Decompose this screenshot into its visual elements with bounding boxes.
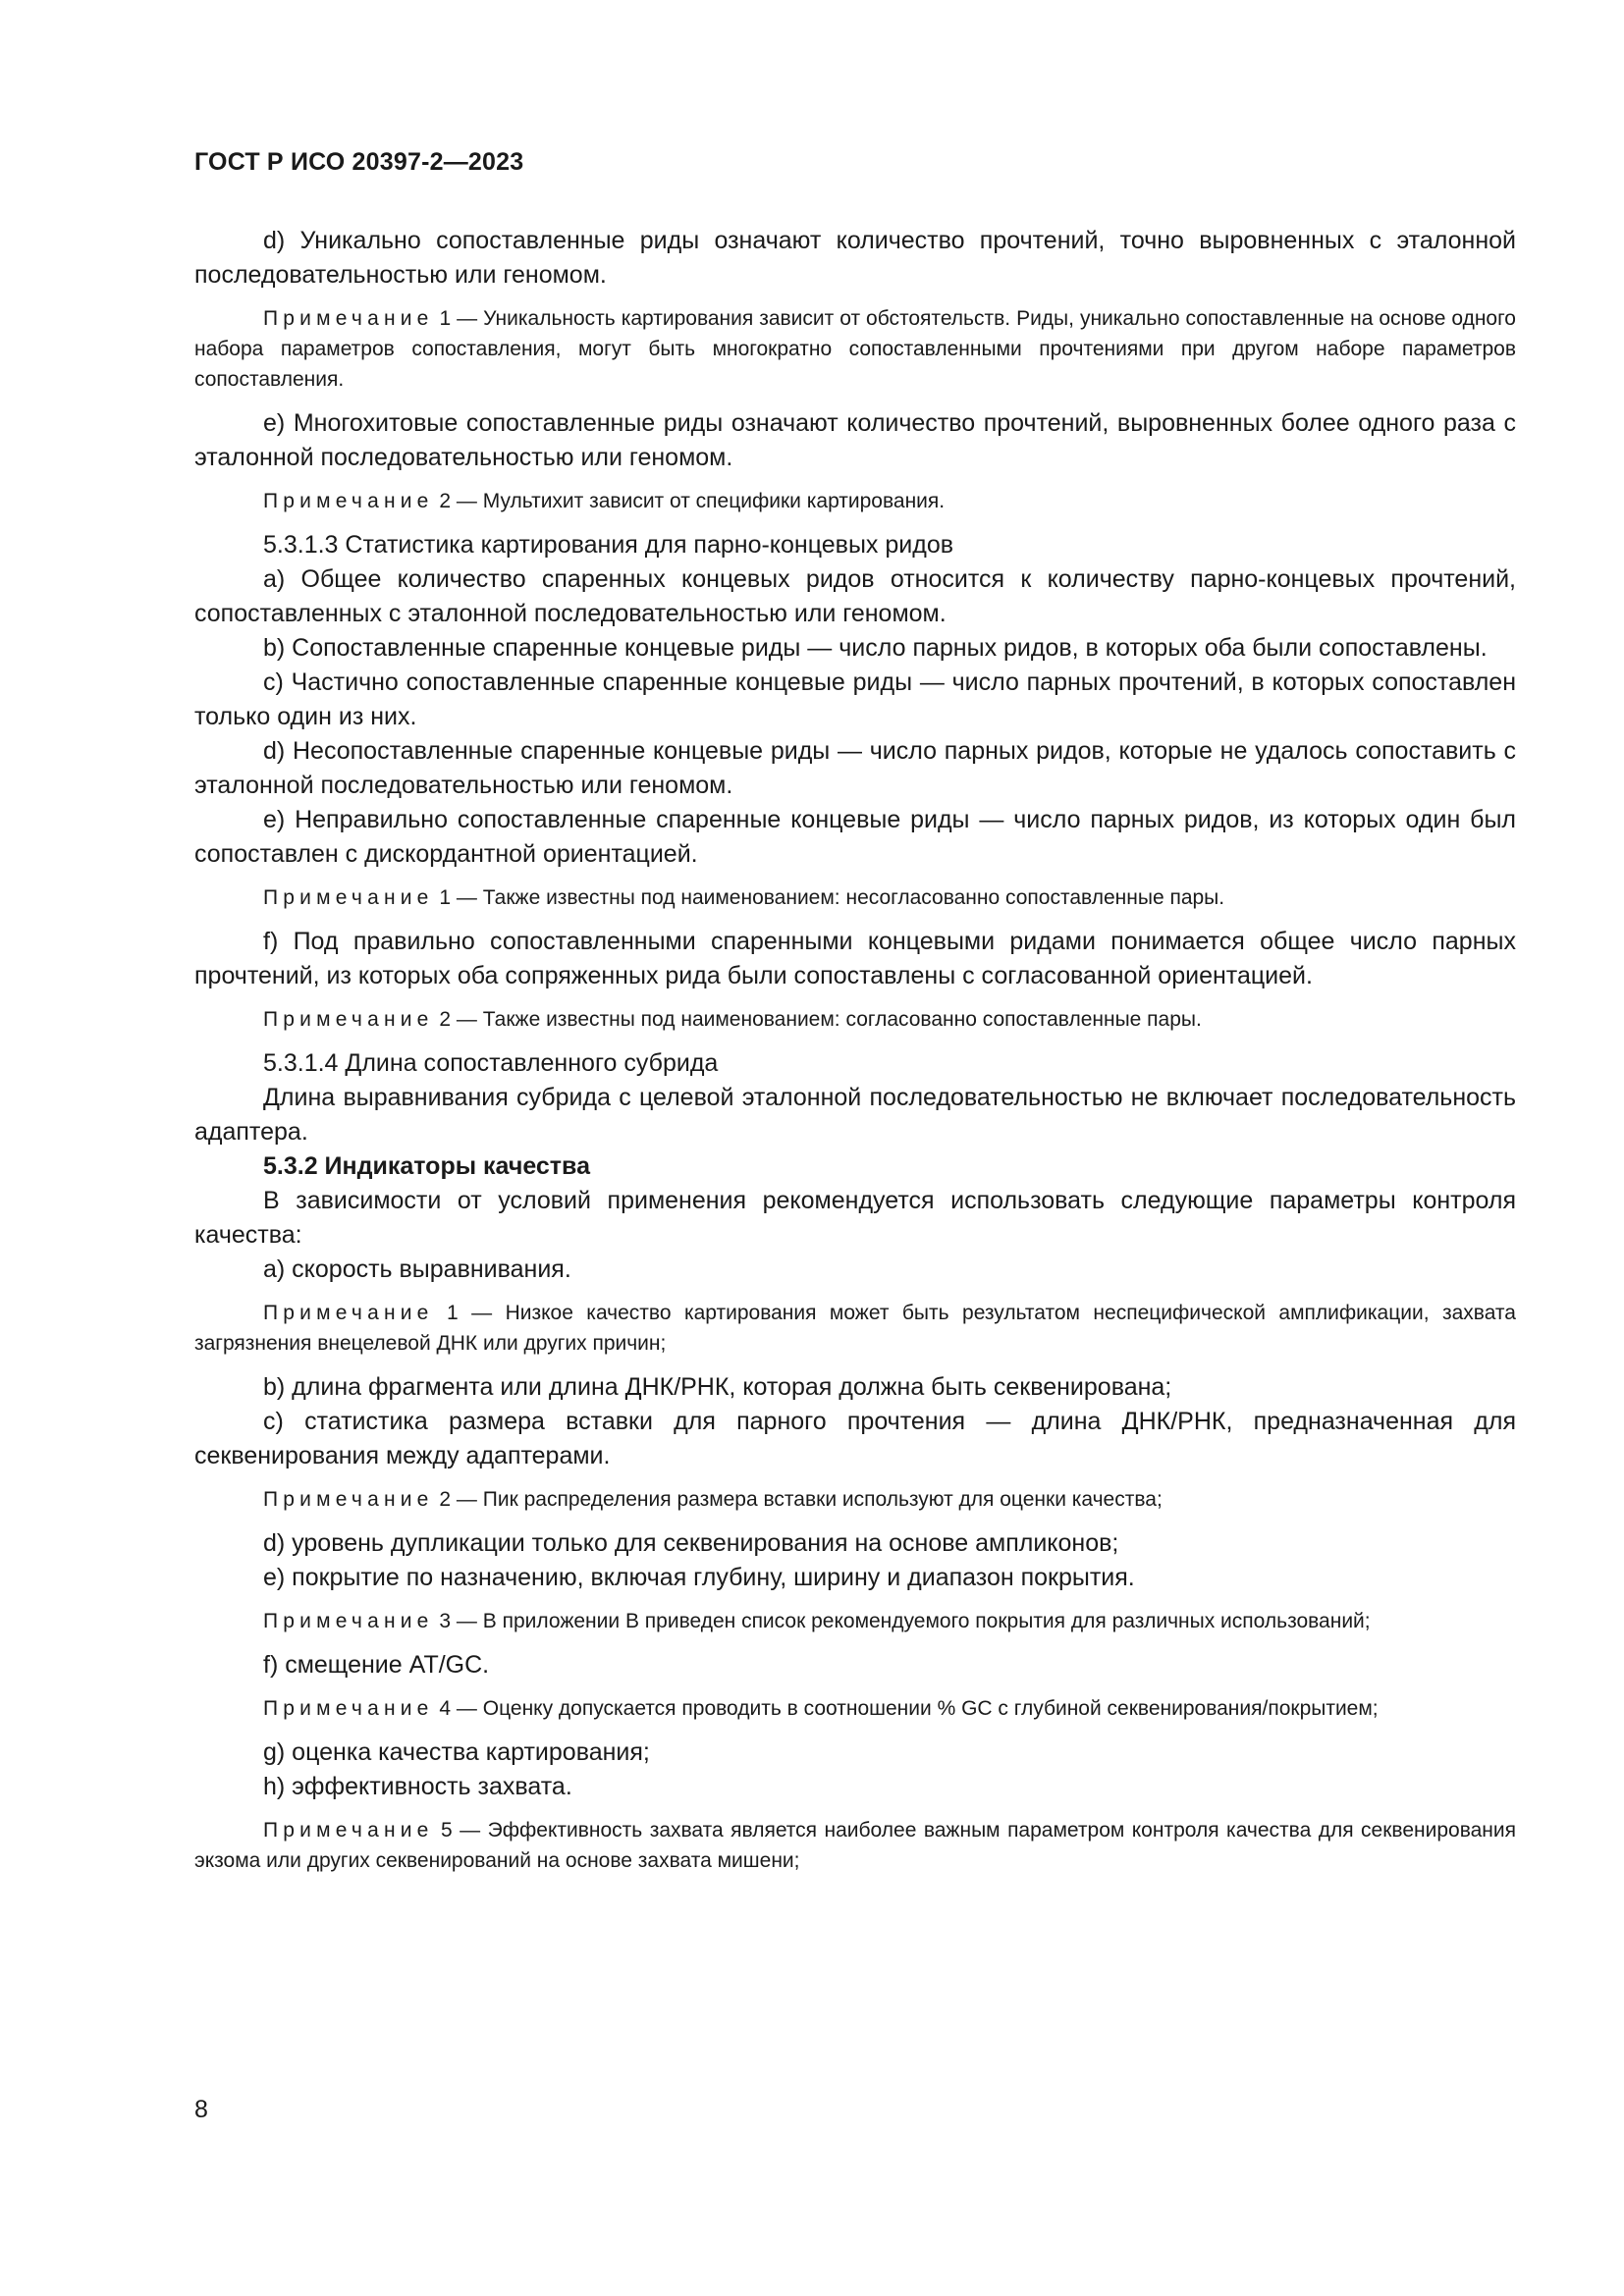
note-number: 2 [439,490,452,512]
note-number: 3 [439,1610,452,1632]
note-text: Уникальность картирования зависит от обстоятельств. Риды, уникально сопоставленные на основе одного набора параметров сопоставления, могут быть многократно сопоставленными прочтениями при другом наборе параметров сопоставления. [194,307,1516,391]
body-paragraph: Длина выравнивания субрида с целевой эталонной последовательностью не включает последовательность адаптера. [194,1084,1516,1146]
note-label: Примечание [263,1610,434,1632]
note-paragraph: Примечание 1 — Низкое качество картирования может быть результатом неспецифической амплификации, захвата загрязнения внецелевой ДНК или других причин; [194,1302,1516,1355]
note-label: Примечание [263,1819,434,1842]
body-paragraph: c) Частично сопоставленные спаренные концевые риды — число парных прочтений, в которых сопоставлен только один из них. [194,668,1516,730]
note-text: Оценку допускается проводить в соотношении % GC с глубиной секвенирования/покрытием; [482,1697,1379,1720]
note-number: 2 [439,1488,452,1511]
body-paragraph: e) Неправильно сопоставленные спаренные концевые риды — число парных ридов, из которых один был сопоставлен с дискордантной ориентацией. [194,806,1516,868]
note-label: Примечание [263,490,434,512]
note-number: 1 [439,307,452,330]
note-text: Эффективность захвата является наиболее важным параметром контроля качества для секвенирования экзома или других секвенирований на основе захвата мишени; [194,1819,1517,1872]
note-label: Примечание [263,307,434,330]
note-text: В приложении В приведен список рекомендуемого покрытия для различных использований; [482,1610,1371,1632]
note-text: Мультихит зависит от специфики картирования. [482,490,946,512]
note-paragraph: Примечание 3 — В приложении В приведен список рекомендуемого покрытия для различных использований; [263,1610,1371,1632]
note-paragraph: Примечание 5 — Эффективность захвата является наиболее важным параметром контроля качества для секвенирования экзома или других секвенирований на основе захвата мишени; [194,1819,1517,1872]
note-label: Примечание [263,1697,434,1720]
note-label: Примечание [263,886,434,909]
body-paragraph: f) Под правильно сопоставленными спаренными концевыми ридами понимается общее число парных прочтений, из которых оба сопряженных рида были сопоставлены с согласованной ориентацией. [194,928,1516,989]
body-paragraph: h) эффективность захвата. [263,1773,572,1800]
note-text: Низкое качество картирования может быть результатом неспецифической амплификации, захвата загрязнения внецелевой ДНК или других причин; [194,1302,1516,1355]
note-number: 1 [447,1302,459,1324]
note-text: Также известны под наименованием: несогласованно сопоставленные пары. [482,886,1225,909]
body-paragraph: 5.3.1.4 Длина сопоставленного субрида [263,1049,719,1077]
note-number: 5 [441,1819,453,1842]
body-paragraph: d) Несопоставленные спаренные концевые риды — число парных ридов, которые не удалось сопоставить с эталонной последовательностью или геномом. [194,737,1516,799]
body-paragraph: e) Многохитовые сопоставленные риды означают количество прочтений, выровненных более одного раза с эталонной последовательностью или геномом. [194,409,1516,471]
body-paragraph: В зависимости от условий применения рекомендуется использовать следующие параметры контроля качества: [194,1187,1516,1249]
section-heading: 5.3.2 Индикаторы качества [263,1152,590,1180]
note-number: 1 [439,886,452,909]
body-paragraph: f) смещение AT/GC. [263,1651,490,1679]
body-paragraph: c) статистика размера вставки для парного прочтения — длина ДНК/РНК, предназначенная для секвенирования между адаптерами. [194,1408,1516,1469]
note-paragraph: Примечание 4 — Оценку допускается проводить в соотношении % GC с глубиной секвенирования/покрытием; [263,1697,1379,1720]
note-paragraph: Примечание 2 — Пик распределения размера вставки используют для оценки качества; [263,1488,1163,1511]
body-paragraph: g) оценка качества картирования; [263,1738,650,1766]
note-label: Примечание [263,1008,434,1031]
document-page [194,147,1516,1888]
body-paragraph: e) покрытие по назначению, включая глубину, ширину и диапазон покрытия. [263,1564,1135,1591]
page-number: 8 [194,2096,208,2123]
note-text: Также известны под наименованием: согласованно сопоставленные пары. [482,1008,1202,1031]
body-paragraph: d) Уникально сопоставленные риды означают количество прочтений, точно выровненных с эталонной последовательностью или геномом. [194,227,1516,289]
note-label: Примечание [263,1302,434,1324]
note-number: 2 [439,1008,452,1031]
note-number: 4 [439,1697,452,1720]
document-header: ГОСТ Р ИСО 20397-2—2023 [194,148,524,176]
body-paragraph: b) Сопоставленные спаренные концевые риды — число парных ридов, в которых оба были сопоставлены. [263,634,1488,662]
note-paragraph: Примечание 2 — Мультихит зависит от специфики картирования. [263,490,946,512]
body-paragraph: a) Общее количество спаренных концевых ридов относится к количеству парно-концевых прочтений, сопоставленных с эталонной последовательностью или геномом. [194,565,1516,627]
note-paragraph: Примечание 1 — Уникальность картирования зависит от обстоятельств. Риды, уникально сопоставленные на основе одного набора параметров сопоставления, могут быть многократно сопоставленными прочтениями при другом наборе параметров сопоставления. [194,307,1516,391]
body-paragraph: b) длина фрагмента или длина ДНК/РНК, которая должна быть секвенирована; [263,1373,1172,1401]
body-paragraph: 5.3.1.3 Статистика картирования для парно-концевых ридов [263,531,954,559]
note-text: Пик распределения размера вставки используют для оценки качества; [482,1488,1163,1511]
body-paragraph: a) скорость выравнивания. [263,1255,571,1283]
document-body [194,224,1516,1876]
body-paragraph: d) уровень дупликации только для секвенирования на основе ампликонов; [263,1529,1119,1557]
note-paragraph: Примечание 2 — Также известны под наименованием: согласованно сопоставленные пары. [263,1008,1202,1031]
note-label: Примечание [263,1488,434,1511]
note-paragraph: Примечание 1 — Также известны под наименованием: несогласованно сопоставленные пары. [263,886,1225,909]
